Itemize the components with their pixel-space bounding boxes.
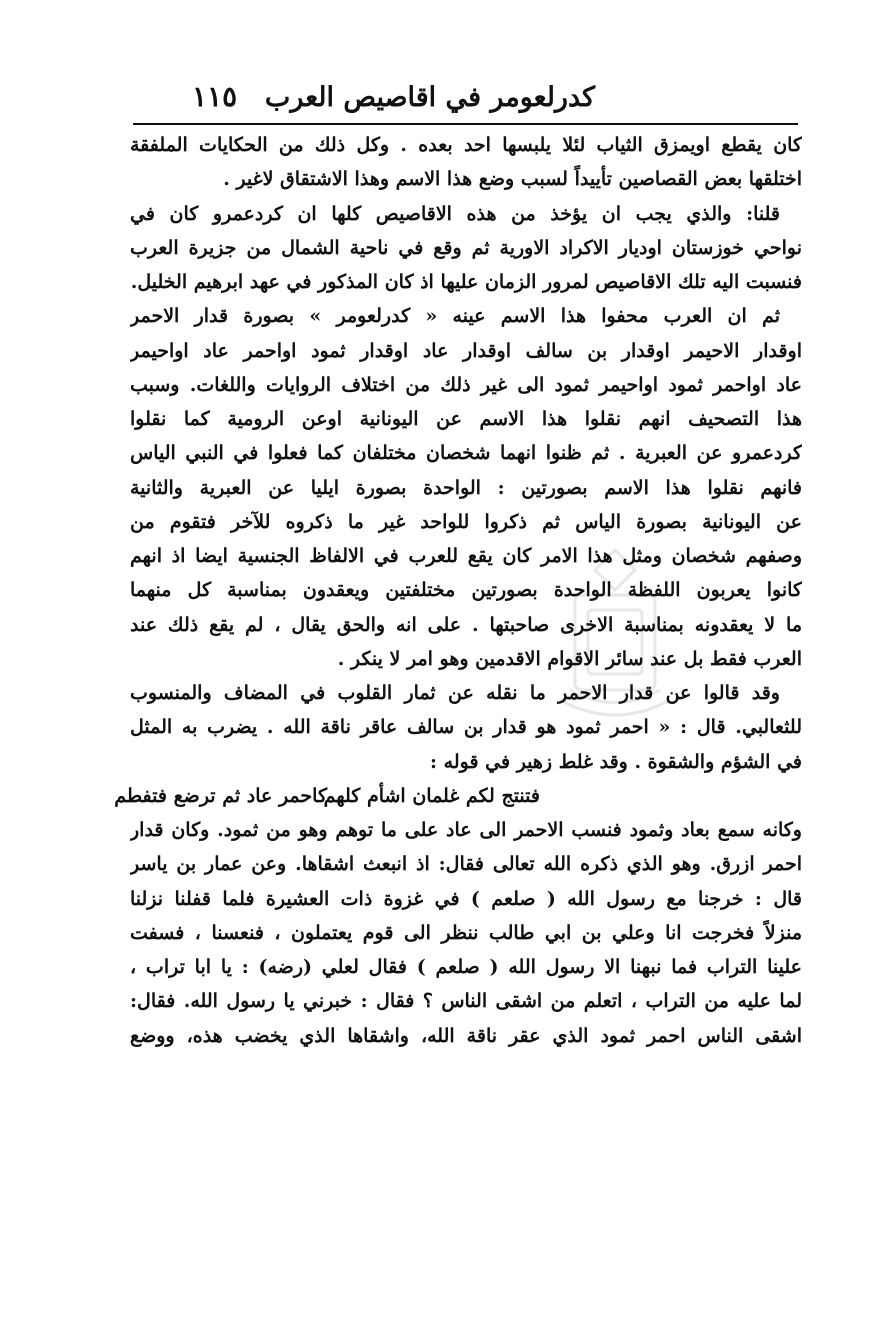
text-line: منزلاً فخرجت انا وعلي بن ابي طالب ننظر الى قوم يعتملون ، فنعسنا ، فسفت bbox=[130, 921, 802, 944]
text-line: عاد اواحمر ثمود اواحيمر ثمود الى غير ذلك من اختلاف الروايات واللغات. وسبب bbox=[130, 373, 802, 396]
page-number: ١١٥ bbox=[192, 80, 238, 113]
text-line: اختلقها بعض القصاصين تأييداً لسبب وضع هذا الاسم وهذا الاشتقاق لاغير . bbox=[223, 168, 802, 191]
text-line: كانوا يعربون اللفظة الواحدة بصورتين مختلفتين ويعقدون بمناسبة كل منهما bbox=[130, 579, 802, 602]
text-line: فنسبت اليه تلك الاقاصيص لمرور الزمان عليها اذ كان المذكور في عهد ابرهيم الخليل. bbox=[130, 271, 802, 293]
text-line: احمر ازرق. وهو الذي ذكره الله تعالى فقال: اذ انبعث اشقاها. وعن عمار بن ياسر bbox=[130, 853, 802, 876]
text-line: علينا التراب فما نبهنا الا رسول الله ( صلعم ) فقال لعلي (رضه) : يا ابا تراب ، bbox=[130, 956, 802, 978]
header-rule bbox=[133, 123, 798, 125]
text-line: كردعمرو عن العبرية . ثم ظنوا انهما شخصان مختلفان كما فعلوا في النبي الياس bbox=[130, 442, 802, 465]
verse-first-hemistich: فتنتج لكم غلمان اشأم كلهم bbox=[323, 784, 540, 807]
text-line: فانهم نقلوا هذا الاسم بصورتين : الواحدة بصورة ايليا عن العبرية والثانية bbox=[130, 476, 802, 499]
text-line: وصفهم شخصان ومثل هذا الامر كان يقع للعرب في الالفاظ الجنسية ايضا اذ انهم bbox=[130, 545, 802, 567]
text-line: اشقى الناس احمر ثمود الذي عقر ناقة الله، واشقاها الذي يخضب هذه، ووضع bbox=[130, 1024, 802, 1047]
poetry-verse bbox=[114, 779, 802, 813]
text-line: للثعالبي. قال : « احمر ثمود هو قدار بن سالف عاقر ناقة الله . يضرب به المثل bbox=[130, 716, 802, 739]
text-line: ما لا يعقدونه بمناسبة الاخرى صاحبتها . على انه والحق يقال ، لم يقع ذلك عند bbox=[130, 613, 802, 636]
text-line: نواحي خوزستان اوديار الاكراد الاورية ثم وقع في ناحية الشمال من جزيرة العرب bbox=[130, 236, 802, 259]
text-line: ثم ان العرب محفوا هذا الاسم عينه « كدرلعومر » بصورة قدار الاحمر bbox=[130, 305, 780, 328]
text-line: في الشؤم والشقوة . وقد غلط زهير في قوله : bbox=[430, 750, 802, 773]
text-line: العرب فقط بل عند سائر الاقوام الاقدمين وهو امر لا ينكر . bbox=[337, 647, 802, 670]
text-line: وقد قالوا عن قدار الاحمر ما نقله عن ثمار القلوب في المضاف والمنسوب bbox=[130, 682, 780, 704]
text-line: لما عليه من التراب ، اتعلم من اشقى الناس ؟ فقال : خبرني يا رسول الله. فقال: bbox=[130, 990, 802, 1013]
body-text bbox=[114, 128, 802, 1053]
text-line: هذا التصحيف انهم نقلوا هذا الاسم عن اليونانية اوعن الرومية كما نقلوا bbox=[130, 408, 802, 430]
text-line: عن اليونانية بصورة الياس ثم ذكروا للواحد غير ما ذكروه للآخر فتقوم من bbox=[130, 510, 802, 533]
text-line: قلنا: والذي يجب ان يؤخذ من هذه الاقاصيص كلها ان كردعمرو كان في bbox=[130, 202, 780, 225]
verse-second-hemistich: كاحمر عاد ثم ترضع فتفطم bbox=[114, 784, 327, 807]
page-header bbox=[130, 78, 800, 122]
text-line: كان يقطع اويمزق الثياب لئلا يلبسها احد بعده . وكل ذلك من الحكايات الملفقة bbox=[130, 134, 802, 156]
text-line: وكانه سمع بعاد وثمود فنسب الاحمر الى عاد على ما توهم وهو من ثمود. وكان قدار bbox=[130, 819, 802, 841]
text-line: قال : خرجنا مع رسول الله ( صلعم ) في غزوة ذات العشيرة فلما قفلنا نزلنا bbox=[130, 887, 802, 910]
running-title: كدرلعومر في اقاصيص العرب bbox=[264, 82, 595, 113]
text-line: اوقدار الاحيمر اوقدار بن سالف اوقدار عاد اوقدار ثمود اواحمر عاد اواحيمر bbox=[130, 339, 802, 362]
